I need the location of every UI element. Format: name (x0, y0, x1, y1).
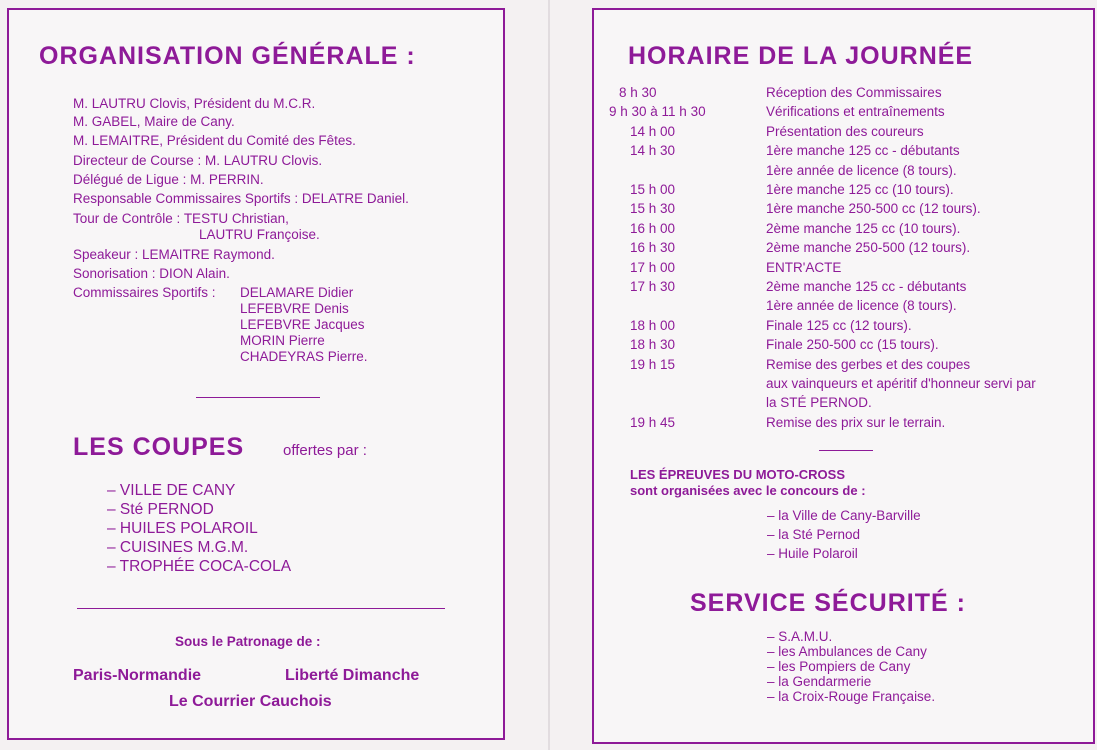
schedule-event: 1ère manche 125 cc (10 tours). (766, 182, 954, 197)
patronage-sponsor: Le Courrier Cauchois (169, 693, 332, 710)
schedule-time: 18 h 30 (630, 337, 676, 353)
schedule-event: Finale 250-500 cc (15 tours). (766, 337, 939, 353)
schedule-event: Remise des prix sur le terrain. (766, 414, 946, 430)
schedule-time: 8 h 30 (619, 85, 657, 100)
org-line: Speakeur : LEMAITRE Raymond. (73, 247, 275, 262)
schedule-time: 15 h 30 (630, 201, 676, 217)
org-line: M. GABEL, Maire de Cany. (73, 114, 235, 129)
divider (819, 450, 873, 451)
commissaire-name: LEFEBVRE Denis (240, 301, 349, 316)
coupes-subtitle: offertes par : (283, 442, 367, 459)
patronage-sponsor: Liberté Dimanche (285, 667, 420, 684)
schedule-time: 14 h 30 (630, 143, 676, 159)
org-line: Responsable Commissaires Sportifs : DELATRE Daniel. (73, 191, 409, 206)
divider (77, 608, 445, 609)
schedule-event: aux vainqueurs et apéritif d'honneur servi par (766, 376, 1036, 391)
left-page (7, 8, 505, 740)
epreuves-heading: LES ÉPREUVES DU MOTO-CROSS (630, 467, 846, 482)
coupe-item: – TROPHÉE COCA-COLA (107, 558, 292, 575)
schedule-event: 1ère année de licence (8 tours). (766, 298, 957, 314)
org-line: Tour de Contrôle : TESTU Christian, (73, 211, 289, 226)
schedule-event: 1ère manche 250-500 cc (12 tours). (766, 201, 981, 217)
schedule-time: 18 h 00 (630, 317, 676, 333)
securite-item: – les Ambulances de Cany (767, 644, 927, 659)
coupe-item: – CUISINES M.G.M. (107, 539, 249, 556)
coupe-item: – HUILES POLAROIL (107, 520, 258, 537)
schedule-event: ENTR'ACTE (766, 259, 842, 275)
schedule-event: 2ème manche 125 cc - débutants (766, 279, 967, 294)
org-line: Délégué de Ligue : M. PERRIN. (73, 172, 264, 187)
org-line: LAUTRU Françoise. (199, 227, 320, 242)
commissaire-name: DELAMARE Didier (240, 285, 354, 300)
schedule-time: 19 h 15 (630, 356, 676, 372)
schedule-event: Réception des Commissaires (766, 85, 942, 100)
commissaire-name: LEFEBVRE Jacques (240, 317, 365, 332)
right-page (592, 8, 1095, 744)
patronage-sponsor: Paris-Normandie (73, 667, 202, 684)
commissaire-name: CHADEYRAS Pierre. (240, 349, 368, 364)
schedule-event: Présentation des coureurs (766, 123, 924, 139)
schedule-event: 2ème manche 250-500 (12 tours). (766, 240, 971, 256)
securite-item: – la Gendarmerie (767, 674, 872, 689)
schedule-time: 16 h 30 (630, 240, 676, 256)
securite-item: – les Pompiers de Cany (767, 659, 911, 674)
schedule-event: Remise des gerbes et des coupes (766, 356, 971, 372)
divider (196, 397, 320, 398)
schedule-event: Finale 125 cc (12 tours). (766, 317, 912, 333)
schedule-time: 19 h 45 (630, 414, 676, 430)
schedule-time: 16 h 00 (630, 220, 676, 236)
schedule-time: 17 h 00 (630, 259, 676, 275)
schedule-event: la STÉ PERNOD. (766, 395, 872, 411)
securite-title: SERVICE SÉCURITÉ : (690, 589, 966, 617)
coupes-title: LES COUPES (73, 433, 245, 461)
org-line: Directeur de Course : M. LAUTRU Clovis. (73, 153, 323, 168)
organisation-title: ORGANISATION GÉNÉRALE : (39, 42, 416, 70)
patronage-label: Sous le Patronage de : (175, 634, 321, 649)
commissaires-label: Commissaires Sportifs : (73, 285, 216, 300)
schedule-event: Vérifications et entraînements (766, 104, 945, 120)
coupe-item: – Sté PERNOD (107, 501, 214, 518)
schedule-event: 1ère année de licence (8 tours). (766, 162, 957, 178)
schedule-event: 1ère manche 125 cc - débutants (766, 143, 960, 159)
coupe-item: – VILLE DE CANY (107, 482, 236, 499)
org-line: M. LEMAITRE, Président du Comité des Fêtes. (73, 133, 356, 148)
commissaire-name: MORIN Pierre (240, 333, 325, 348)
securite-item: – la Croix-Rouge Française. (767, 689, 936, 704)
schedule-time: 17 h 30 (630, 279, 676, 294)
horaire-title: HORAIRE DE LA JOURNÉE (628, 42, 974, 70)
concours-item: – Huile Polaroil (767, 546, 858, 561)
securite-item: – S.A.M.U. (767, 629, 833, 644)
concours-item: – la Ville de Cany-Barville (767, 508, 921, 523)
concours-item: – la Sté Pernod (767, 527, 861, 542)
page-fold (548, 0, 550, 750)
org-line: M. LAUTRU Clovis, Président du M.C.R. (73, 96, 316, 111)
schedule-event: 2ème manche 125 cc (10 tours). (766, 220, 961, 236)
schedule-time: 9 h 30 à 11 h 30 (609, 104, 706, 120)
epreuves-subheading: sont organisées avec le concours de : (630, 483, 866, 498)
schedule-time: 14 h 00 (630, 123, 676, 139)
schedule-time: 15 h 00 (630, 182, 676, 197)
org-line: Sonorisation : DION Alain. (73, 266, 230, 281)
